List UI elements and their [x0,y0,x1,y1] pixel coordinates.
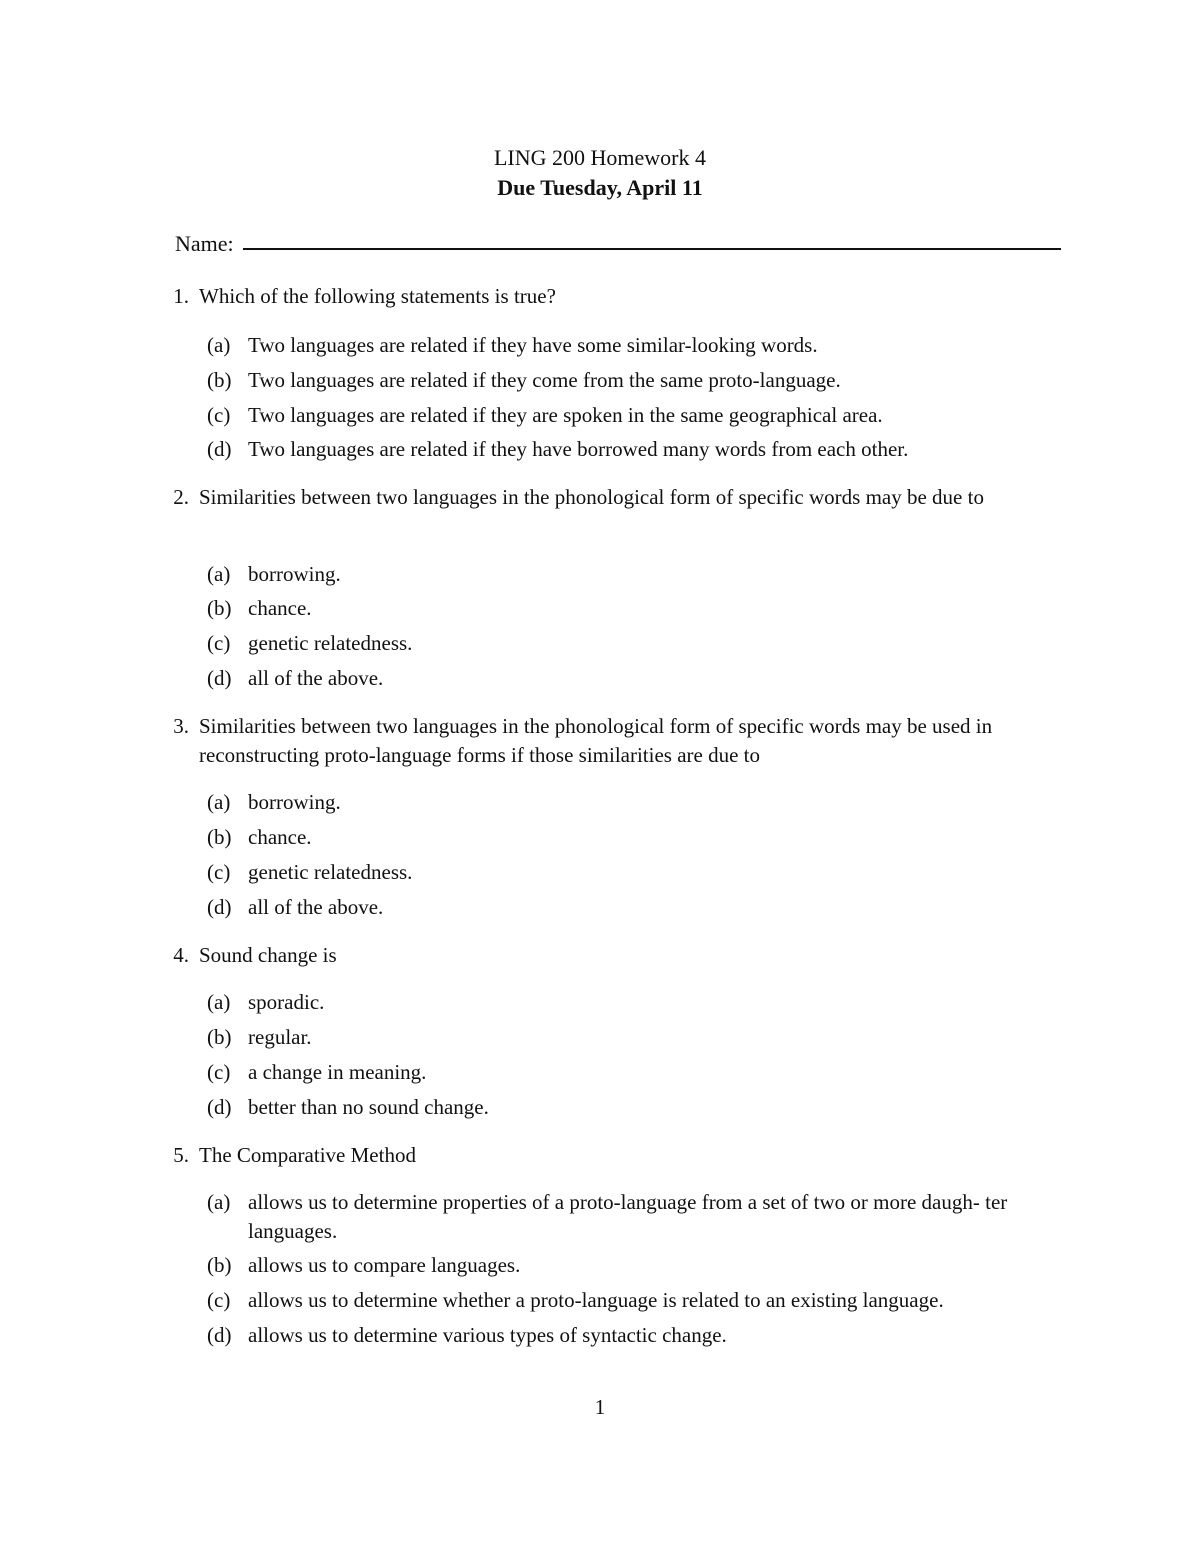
option-text: chance. [248,825,312,849]
option-text: allows us to compare languages. [248,1253,521,1277]
option-text: sporadic. [248,990,325,1014]
option-text: all of the above. [248,666,384,690]
option-text: all of the above. [248,895,384,919]
question-number: 3. [173,714,189,738]
option-text: allows us to determine properties of a proto-language from a set of two or more daugh- ter languages. [248,1190,1008,1243]
option-label: (b) [207,825,232,849]
option-label: (b) [207,368,232,392]
option-label: (c) [207,631,231,655]
option-label: (a) [207,333,231,357]
option-label: (d) [207,437,232,461]
option-label: (c) [207,860,231,884]
option-label: (a) [207,1190,231,1214]
question-number: 2. [173,485,189,509]
option-text: genetic relatedness. [248,631,413,655]
option-text: Two languages are related if they come from the same proto-language. [248,368,841,392]
name-label: Name: [175,231,234,256]
option-label: (c) [207,1060,231,1084]
option-label: (a) [207,790,231,814]
option-label: (b) [207,1025,232,1049]
question-number: 5. [173,1143,189,1167]
option-label: (b) [207,1253,232,1277]
option-label: (d) [207,666,232,690]
name-field [175,229,1061,259]
question-number: 4. [173,943,189,967]
question-text: Which of the following statements is true? [199,284,556,308]
option-text: chance. [248,596,312,620]
option-text: genetic relatedness. [248,860,413,884]
option-text: Two languages are related if they are spoken in the same geographical area. [248,403,883,427]
page-number: 1 [594,1395,606,1419]
option-text: regular. [248,1025,312,1049]
option-text: allows us to determine various types of syntactic change. [248,1323,727,1347]
question-text: Similarities between two languages in the phonological form of specific words may be used in reconstructing proto-language forms if those similarities are due to [199,714,993,767]
option-label: (a) [207,990,231,1014]
option-label: (b) [207,596,232,620]
option-label: (a) [207,562,231,586]
option-text: borrowing. [248,790,341,814]
question-text: Similarities between two languages in the phonological form of specific words may be due to [199,485,984,509]
option-label: (c) [207,1288,231,1312]
option-text: borrowing. [248,562,341,586]
option-text: a change in meaning. [248,1060,427,1084]
question-text: Sound change is [199,943,337,967]
option-text: better than no sound change. [248,1095,489,1119]
option-label: (d) [207,1323,232,1347]
option-text: Two languages are related if they have some similar-looking words. [248,333,818,357]
option-label: (d) [207,1095,232,1119]
question-number: 1. [173,284,189,308]
option-label: (c) [207,403,231,427]
due-date: Due Tuesday, April 11 [497,175,703,200]
option-text: Two languages are related if they have borrowed many words from each other. [248,437,909,461]
question-text: The Comparative Method [199,1143,416,1167]
option-label: (d) [207,895,232,919]
page-title: LING 200 Homework 4 [493,145,707,170]
name-blank-line[interactable] [243,248,1061,250]
option-text: allows us to determine whether a proto-language is related to an existing language. [248,1288,944,1312]
